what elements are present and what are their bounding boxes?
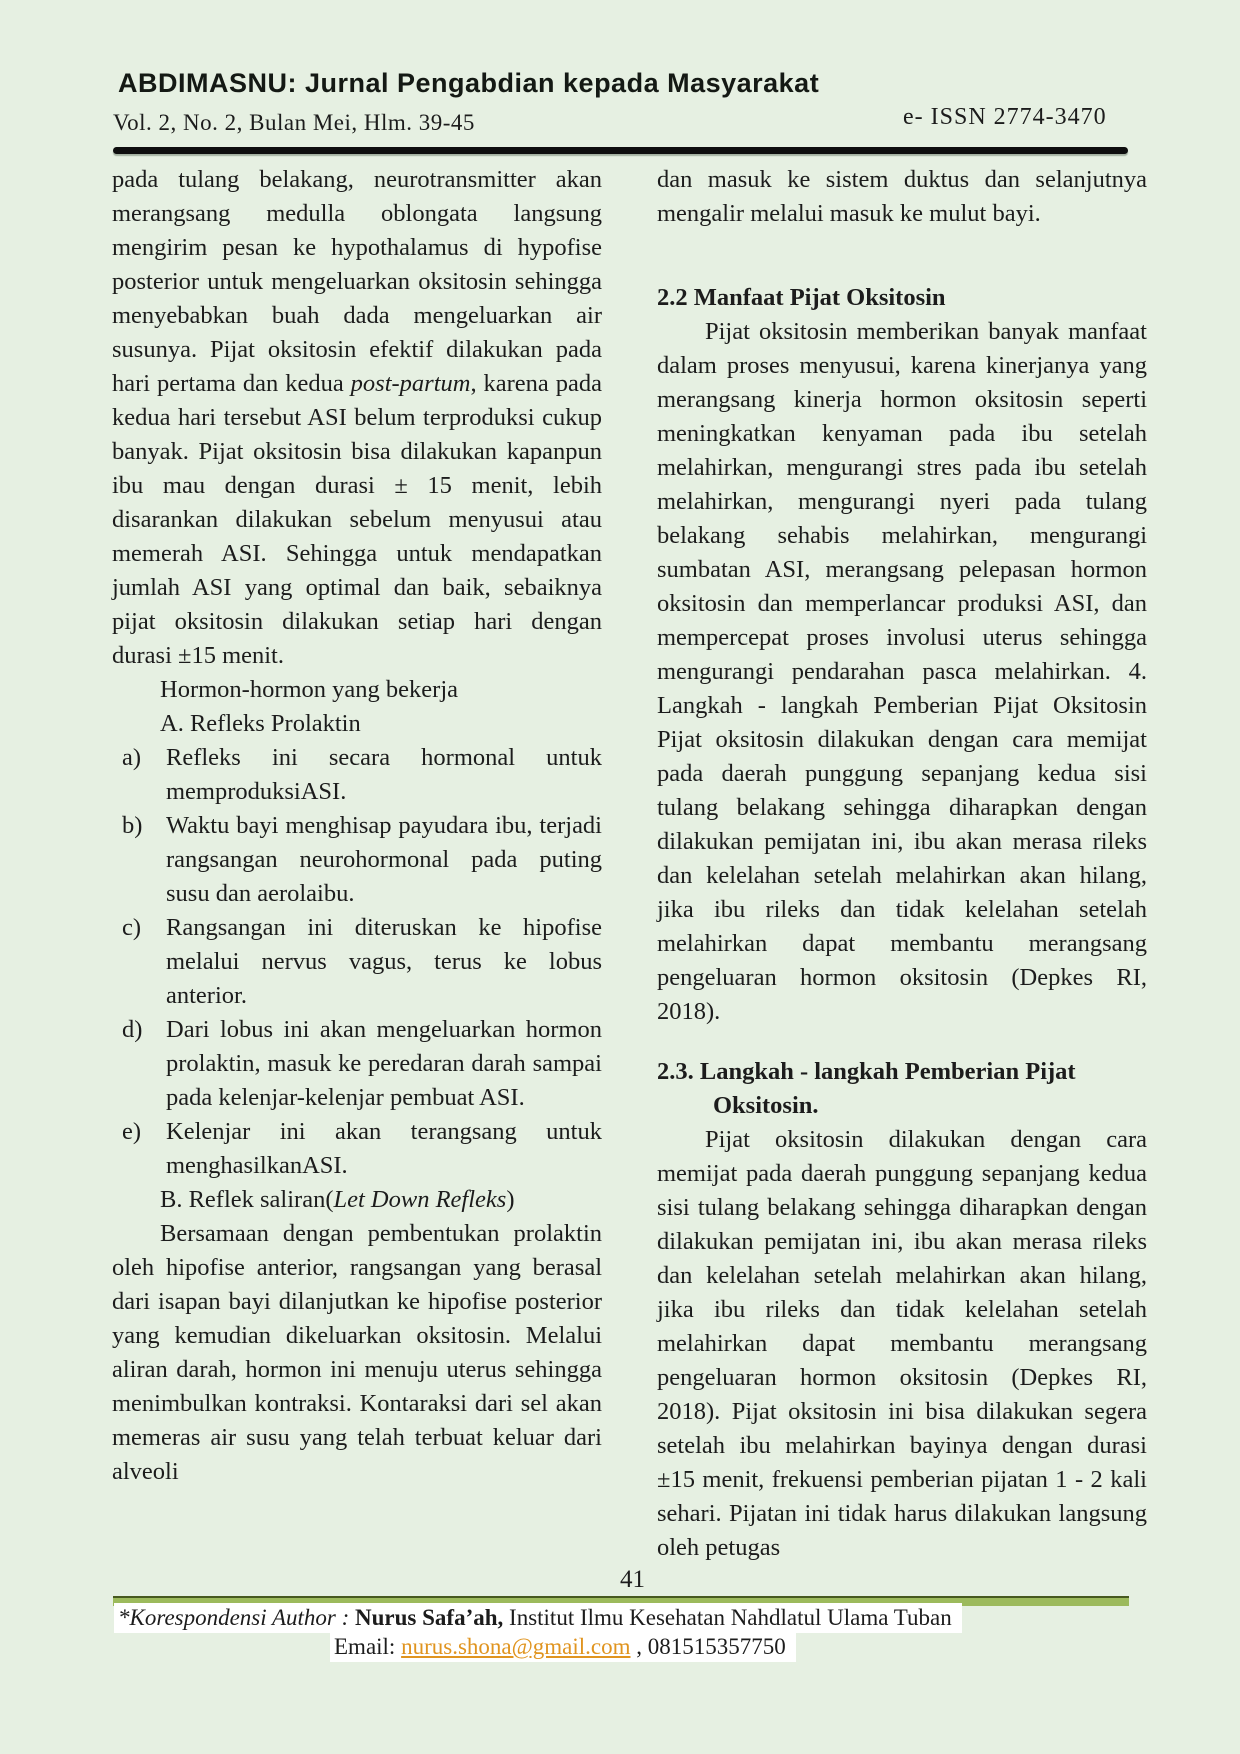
paragraph-spacer	[657, 231, 1147, 281]
right-column	[657, 163, 1147, 1565]
page-number: 41	[620, 1566, 645, 1593]
paragraph	[112, 707, 602, 741]
list-item	[112, 1115, 602, 1183]
issn-label: e- ISSN 2774-3470	[903, 104, 1107, 130]
text-segment: Nurus Safa’ah,	[355, 1605, 504, 1630]
list-item	[112, 911, 602, 1013]
text-segment: 2.2 Manfaat Pijat Oksitosin	[657, 284, 946, 311]
volume-info: Vol. 2, No. 2, Bulan Mei, Hlm. 39-45	[113, 110, 475, 135]
email-link[interactable]: nurus.shona@gmail.com	[401, 1634, 631, 1659]
text-segment: Let Down Refleks	[333, 1186, 507, 1213]
text-segment: 2.3. Langkah - langkah Pemberian Pijat Oksitosin.	[657, 1058, 1076, 1119]
paragraph	[112, 163, 602, 673]
paragraph	[112, 1183, 602, 1217]
left-column	[112, 163, 602, 1489]
paragraph-spacer	[657, 1029, 1147, 1055]
list-marker: e)	[122, 1118, 142, 1145]
contact-line	[330, 1633, 796, 1661]
list-marker: b)	[122, 812, 143, 839]
text-segment: )	[506, 1186, 515, 1213]
text-segment: Bersamaan dengan pembentukan prolaktin oleh hipofise anterior, rangsangan yang berasal dari isapan bayi dilanjutkan ke hipofise posterior yang kemudian dikeluarkan oksitosin. Melalui aliran darah, hormon ini menuju uterus sehingga menimbulkan kontraksi. Kontaraksi dari sel akan memeras air susu yang telah terbuat keluar dari alveoli	[112, 1220, 602, 1485]
text-segment: post-partum	[350, 370, 471, 397]
correspondence-line	[114, 1604, 962, 1632]
text-segment: B. Reflek saliran(	[160, 1186, 334, 1213]
text-segment: Waktu bayi menghisap payudara ibu, terjadi rangsangan neurohormonal pada puting susu dan aerolaibu.	[166, 812, 602, 907]
text-segment: , karena pada kedua hari tersebut ASI belum terproduksi cukup banyak. Pijat oksitosin bisa dilakukan kapanpun ibu mau dengan durasi ± 15 menit, lebih disarankan dilakukan sebelum menyusui atau memerah ASI. Sehingga untuk mendapatkan jumlah ASI yang optimal dan baik, sebaiknya pijat oksitosin dilakukan setiap hari dengan durasi ±15 menit.	[112, 370, 603, 669]
list-marker: d)	[122, 1016, 143, 1043]
list-item	[112, 809, 602, 911]
text-segment: *Korespondensi Author :	[118, 1605, 356, 1630]
text-segment: Dari lobus ini akan mengeluarkan hormon prolaktin, masuk ke peredaran darah sampai pada kelenjar-kelenjar pembuat ASI.	[166, 1016, 602, 1111]
text-segment: Pijat oksitosin dilakukan dengan cara memijat pada daerah punggung sepanjang kedua sisi tulang belakang sehingga diharapkan dengan dilakukan pemijatan ini, ibu akan merasa rileks dan kelelahan setelah melahirkan akan hilang, jika ibu rileks dan tidak kelelahan setelah melahirkan dapat membantu merangsang pengeluaran hormon oksitosin (Depkes RI, 2018). Pijat oksitosin ini bisa dilakukan segera setelah ibu melahirkan bayinya dengan durasi ±15 menit, frekuensi pemberian pijatan 1 - 2 kali sehari. Pijatan ini tidak harus dilakukan langsung oleh petugas	[657, 1126, 1147, 1561]
paragraph	[112, 1217, 602, 1489]
text-segment: A. Refleks Prolaktin	[160, 710, 361, 737]
header-rule	[113, 147, 1128, 154]
text-segment: Email:	[334, 1634, 402, 1659]
text-segment: Hormon-hormon yang bekerja	[160, 676, 458, 703]
list-marker: c)	[122, 914, 142, 941]
text-segment: Pijat oksitosin memberikan banyak manfaat dalam proses menyusui, karena kinerjanya yang merangsang kinerja hormon oksitosin seperti meningkatkan kenyaman pada ibu setelah melahirkan, mengurangi stres pada ibu setelah melahirkan, mengurangi nyeri pada tulang belakang sehabis melahirkan, mengurangi sumbatan ASI, merangsang pelepasan hormon oksitosin dan memperlancar produksi ASI, dan mempercepat proses involusi uterus sehingga mengurangi pendarahan pasca melahirkan. 4. Langkah - langkah Pemberian Pijat Oksitosin Pijat oksitosin dilakukan dengan cara memijat pada daerah punggung sepanjang kedua sisi tulang belakang sehingga diharapkan dengan dilakukan pemijatan ini, ibu akan merasa rileks dan kelelahan setelah melahirkan akan hilang, jika ibu rileks dan tidak kelelahan setelah melahirkan dapat membantu merangsang pengeluaran hormon oksitosin (Depkes RI, 2018).	[657, 318, 1147, 1025]
text-segment: Rangsangan ini diteruskan ke hipofise melalui nervus vagus, terus ke lobus anterior.	[166, 914, 602, 1009]
text-segment: dan masuk ke sistem duktus dan selanjutnya mengalir melalui masuk ke mulut bayi.	[657, 166, 1147, 227]
text-segment: Refleks ini secara hormonal untuk memproduksiASI.	[166, 744, 602, 805]
list-marker: a)	[122, 744, 142, 771]
list-item	[112, 741, 602, 809]
text-segment: pada tulang belakang, neurotransmitter akan merangsang medulla oblongata langsung mengirim pesan ke hypothalamus di hypofise posterior untuk mengeluarkan oksitosin sehingga menyebabkan buah dada mengeluarkan air susunya. Pijat oksitosin efektif dilakukan pada hari pertama dan kedua	[112, 166, 602, 397]
paragraph	[657, 315, 1147, 1029]
paragraph	[657, 163, 1147, 231]
text-segment: Institut Ilmu Kesehatan Nahdlatul Ulama Tuban	[503, 1605, 952, 1630]
paragraph	[657, 1123, 1147, 1565]
text-segment: , 081515357750	[630, 1634, 786, 1659]
list-item	[112, 1013, 602, 1115]
text-segment: Kelenjar ini akan terangsang untuk menghasilkanASI.	[166, 1118, 602, 1179]
section-heading	[657, 281, 1147, 315]
paragraph	[112, 673, 602, 707]
section-heading	[657, 1055, 1147, 1123]
journal-title: ABDIMASNU: Jurnal Pengabdian kepada Masyarakat	[118, 68, 820, 98]
